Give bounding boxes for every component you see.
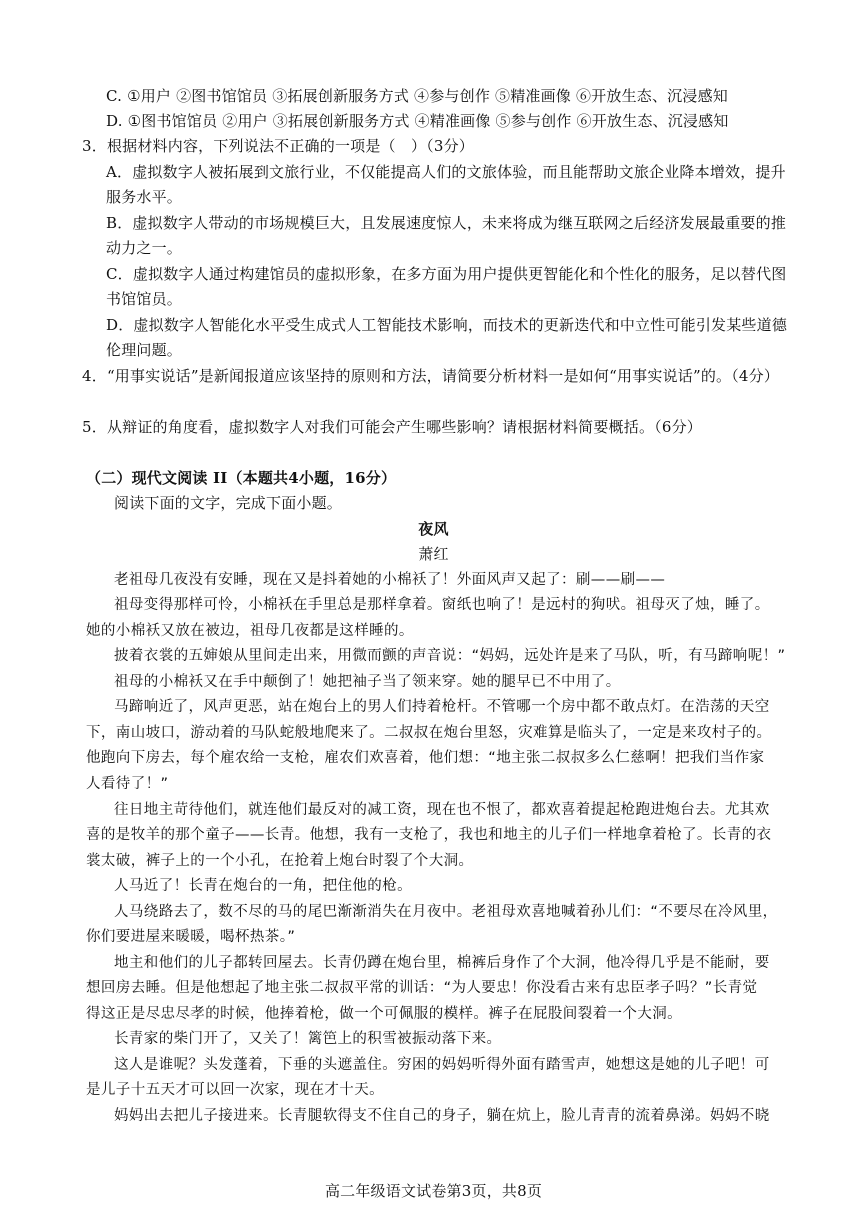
section-2-instruction: 阅读下面的文字，完成下面小题。 bbox=[114, 494, 343, 512]
passage-line: 这人是谁呢？头发蓬着，下垂的头遮盖住。穷困的妈妈听得外面有踏雪声，她想这是她的儿子吧！可 bbox=[114, 1057, 770, 1073]
passage-author: 萧红 bbox=[418, 545, 449, 563]
passage-line: 喜的是牧羊的那个童子——长青。他想，我有一支枪了，我也和地主的儿子们一样地拿着枪了。长青的衣 bbox=[86, 827, 772, 843]
question-3-stem: 3．根据材料内容，下列说法不正确的一项是（ ）（3分） bbox=[82, 137, 474, 155]
passage-line: 是儿子十五天才可以回一次家，现在才十天。 bbox=[86, 1082, 384, 1098]
passage-title: 夜风 bbox=[418, 520, 449, 538]
passage-line: 祖母的小棉袄又在手中颠倒了！她把袖子当了领来穿。她的腿早已不中用了。 bbox=[114, 674, 621, 690]
passage-line: 她的小棉袄又放在被边，祖母几夜都是这样睡的。 bbox=[86, 623, 414, 639]
option-c-line: C. ①用户 ②图书馆馆员 ③拓展创新服务方式 ④参与创作 ⑤精准画像 ⑥开放生态、沉浸感知 bbox=[106, 87, 728, 105]
q3-option-c-line2: 书馆馆员。 bbox=[106, 290, 183, 308]
passage-line: 地主和他们的儿子都转回屋去。长青仍蹲在炮台里，棉裤后身作了个大洞，他冷得几乎是不能耐，要 bbox=[114, 955, 770, 971]
q3-option-b-line1: B．虚拟数字人带动的市场规模巨大，且发展速度惊人，未来将成为继互联网之后经济发展最重要的推 bbox=[106, 214, 787, 232]
question-4: 4．“用事实说话”是新闻报道应该坚持的原则和方法，请简要分析材料一是如何“用事实说话”的。（4分） bbox=[82, 367, 780, 385]
page-footer: 高二年级语文试卷第3页，共8页 bbox=[324, 1182, 543, 1200]
q3-option-d-line1: D．虚拟数字人智能化水平受生成式人工智能技术影响，而技术的更新迭代和中立性可能引发某些道德 bbox=[106, 316, 788, 334]
option-d-line: D. ①图书馆馆员 ②用户 ③拓展创新服务方式 ④精准画像 ⑤参与创作 ⑥开放生态、沉浸感知 bbox=[106, 112, 729, 130]
passage-line: 人马近了！长青在炮台的一角，把住他的枪。 bbox=[114, 878, 412, 894]
passage-line: 人看待了！” bbox=[86, 776, 169, 792]
passage-line: 你们要进屋来暖暖，喝杯热茶。” bbox=[86, 929, 296, 945]
passage-line: 老祖母几夜没有安睡，现在又是抖着她的小棉袄了！外面风声又起了：刷——刷—— bbox=[114, 572, 666, 588]
passage-line: 他跑向下房去，每个雇农给一支枪，雇农们欢喜着，他们想：“地主张二叔叔多么仁慈啊！把我们当作家 bbox=[86, 750, 765, 766]
q3-option-a-line2: 服务水平。 bbox=[106, 188, 183, 206]
passage-line: 长青家的柴门开了，又关了！篱笆上的积雪被振动落下来。 bbox=[114, 1031, 502, 1047]
passage-line: 披着衣裳的五婶娘从里间走出来，用微而颤的声音说：“妈妈，远处许是来了马队，听，有马蹄响呢！” bbox=[114, 648, 786, 664]
section-2-heading: （二）现代文阅读 II（本题共4小题，16分） bbox=[86, 469, 397, 487]
passage-line: 得这正是尽忠尽孝的时候，他捧着枪，做一个可佩服的模样。裤子在屁股间裂着一个大洞。 bbox=[86, 1006, 682, 1022]
q3-option-d-line2: 伦理问题。 bbox=[106, 341, 183, 359]
q3-option-b-line2: 动力之一。 bbox=[106, 239, 183, 257]
q3-option-a-line1: A．虚拟数字人被拓展到文旅行业，不仅能提高人们的文旅体验，而且能帮助文旅企业降本增效，提升 bbox=[106, 163, 786, 181]
passage-line: 裳太破，裤子上的一个小孔，在抢着上炮台时裂了个大洞。 bbox=[86, 853, 474, 869]
passage-line: 妈妈出去把儿子接进来。长青腿软得支不住自己的身子，躺在炕上，脸儿青青的流着鼻涕。妈妈不晓 bbox=[114, 1108, 770, 1124]
q3-option-c-line1: C．虚拟数字人通过构建馆员的虚拟形象，在多方面为用户提供更智能化和个性化的服务，足以替代图 bbox=[106, 265, 787, 283]
passage-line: 想回房去睡。但是他想起了地主张二叔叔平常的训话：“为人要忠！你没看古来有忠臣孝子吗？”长青觉 bbox=[86, 980, 758, 996]
passage-line: 祖母变得那样可怜，小棉袄在手里总是那样拿着。窗纸也响了！是远村的狗吠。祖母灭了烛，睡了。 bbox=[114, 597, 770, 613]
passage-line: 马蹄响近了，风声更恶，站在炮台上的男人们持着枪杆。不管哪一个房中都不敢点灯。在浩荡的天空 bbox=[114, 699, 770, 715]
passage-line: 往日地主苛待他们，就连他们最反对的减工资，现在也不恨了，都欢喜着提起枪跑进炮台去。尤其欢 bbox=[114, 802, 770, 818]
passage-line: 人马绕路去了，数不尽的马的尾巴渐渐消失在月夜中。老祖母欢喜地喊着孙儿们：“不要尽在冷风里， bbox=[114, 904, 778, 920]
passage-line: 下，南山坡口，游动着的马队蛇般地爬来了。二叔叔在炮台里怒，灾难算是临头了，一定是来攻村子的。 bbox=[86, 725, 772, 741]
question-5: 5．从辩证的角度看，虚拟数字人对我们可能会产生哪些影响？请根据材料简要概括。（6分） bbox=[82, 418, 702, 436]
